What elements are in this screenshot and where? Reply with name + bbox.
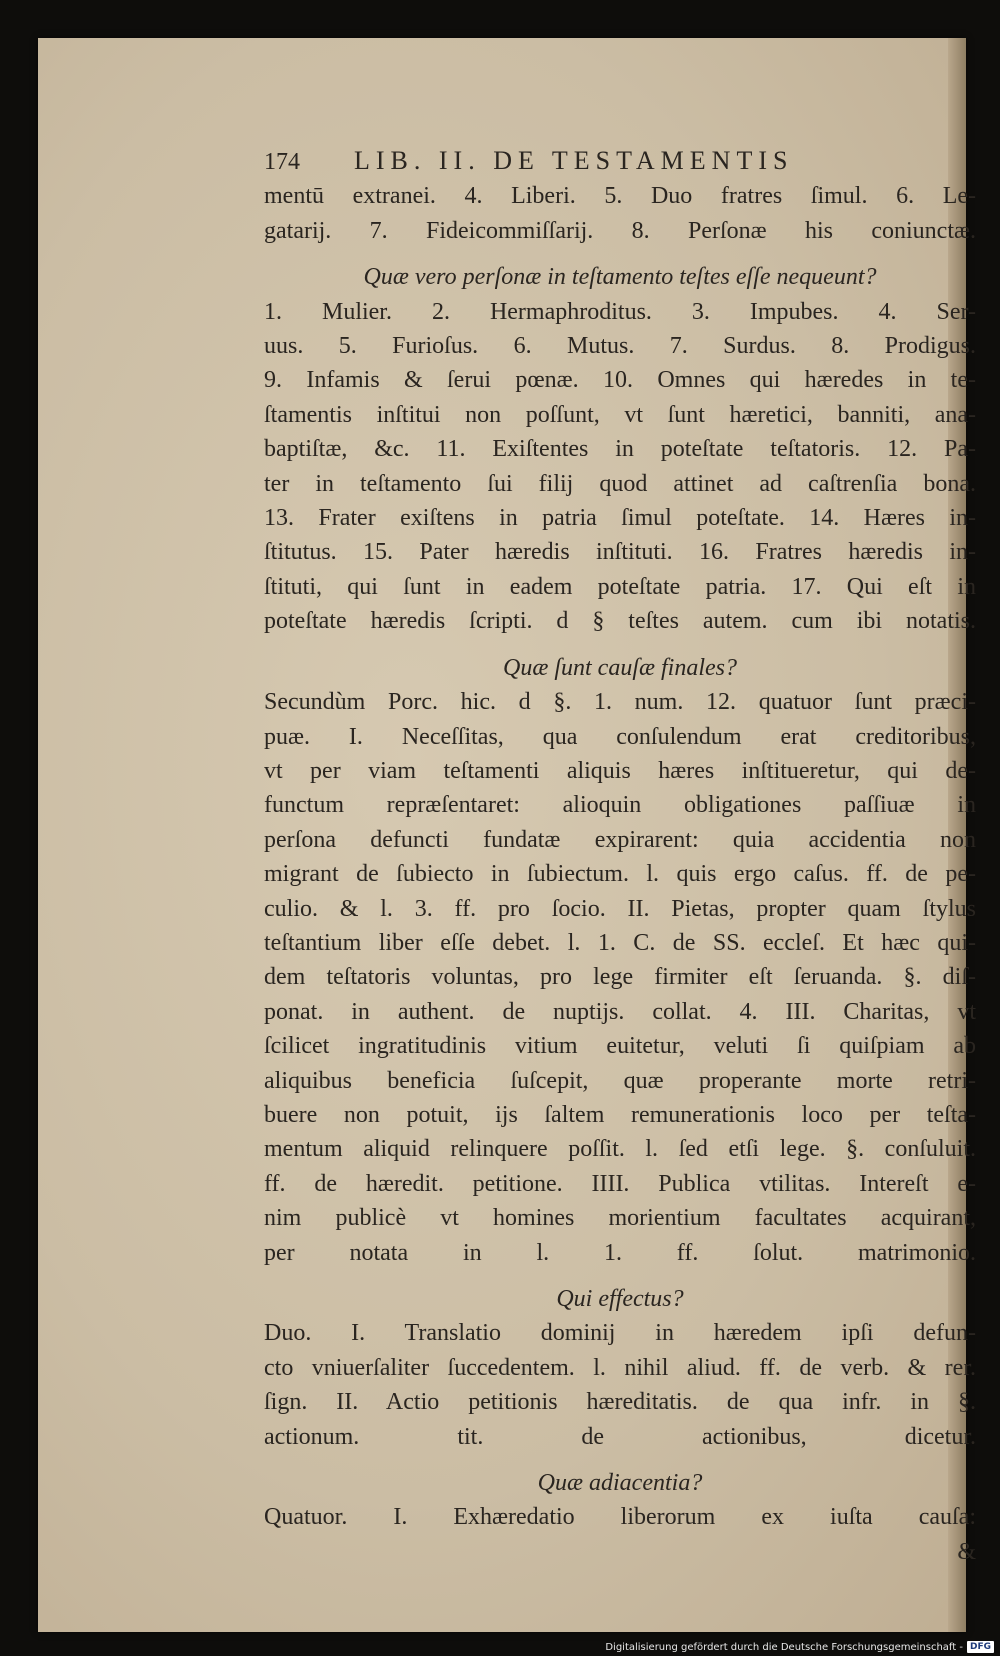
question-gap — [264, 1454, 976, 1466]
question-heading: Quæ adiacentia? — [537, 1470, 703, 1497]
body-lines — [264, 179, 976, 1534]
text-line: aliquibus beneficia ſuſcepit, quæ properante morte retri- — [264, 1067, 976, 1094]
text-line: ſtituti, qui ſunt in eadem poteſtate patria. 17. Qui eſt in — [264, 573, 976, 600]
dfg-logo: DFG — [967, 1641, 994, 1653]
credit-text: Digitalisierung gefördert durch die Deutsche Forschungsgemeinschaft - — [605, 1641, 963, 1653]
text-line: ſtamentis inſtitui non poſſunt, vt ſunt hæretici, banniti, ana- — [264, 401, 976, 428]
text-line: ff. de hæredit. petitione. IIII. Publica vtilitas. Intereſt e- — [264, 1170, 976, 1197]
text-line: gatarij. 7. Fideicommiſſarij. 8. Perſonæ his coniunctæ. — [264, 217, 976, 244]
text-line: mentū extranei. 4. Liberi. 5. Duo fratres ſimul. 6. Le- — [264, 183, 976, 210]
text-line: puæ. I. Neceſſitas, qua conſulendum erat creditoribus, — [264, 723, 976, 750]
question-heading: Quæ ſunt cauſæ finales? — [503, 654, 737, 681]
text-line: dem teſtatoris voluntas, pro lege firmiter eſt ſeruanda. §. diſ- — [264, 964, 976, 991]
text-line: ter in teſtamento ſui filij quod attinet ad caſtrenſia bona. — [264, 470, 976, 497]
question-gap — [264, 1270, 976, 1282]
question-gap — [264, 639, 976, 651]
text-line: nim publicè vt homines morientium facultates acquirant, — [264, 1205, 976, 1232]
catchword: & — [957, 1538, 976, 1565]
text-line: ſign. II. Actio petitionis hæreditatis. de qua infr. in §. — [264, 1389, 976, 1416]
text-line: migrant de ſubiecto in ſubiectum. l. quis ergo caſus. ff. de pe- — [264, 861, 976, 888]
text-line: teſtantium liber eſſe debet. l. 1. C. de SS. eccleſ. Et hæc qui- — [264, 929, 976, 956]
text-line: mentum aliquid relinquere poſſit. l. ſed etſi lege. §. conſuluit. — [264, 1136, 976, 1163]
question-gap — [264, 248, 976, 260]
text-line: 9. Infamis & ſerui pœnæ. 10. Omnes qui hæredes in te- — [264, 367, 976, 394]
running-head: LIB. II. DE TESTAMENTIS — [354, 146, 794, 175]
text-line: functum repræſentaret: alioquin obligationes paſſiuæ in — [264, 792, 976, 819]
text-line: baptiſtæ, &c. 11. Exiſtentes in poteſtate teſtatoris. 12. Pa- — [264, 436, 976, 463]
text-line: culio. & l. 3. ff. pro ſocio. II. Pietas, propter quam ſtylus — [264, 895, 976, 922]
page-text — [264, 144, 976, 1569]
text-line: Secundùm Porc. hic. d §. 1. num. 12. quatuor ſunt præci- — [264, 689, 976, 716]
text-line: uus. 5. Furioſus. 6. Mutus. 7. Surdus. 8. Prodigus. — [264, 333, 976, 360]
page-number: 174 — [264, 149, 300, 175]
text-line: vt per viam teſtamenti aliquis hæres inſtitueretur, qui de- — [264, 757, 976, 784]
question-heading: Quæ vero perſonæ in teſtamento teſtes eſſe nequeunt? — [363, 264, 877, 291]
text-line: ponat. in authent. de nuptijs. collat. 4. III. Charitas, vt — [264, 998, 976, 1025]
book-page — [38, 38, 976, 1632]
text-line: Duo. I. Translatio dominij in hæredem ipſi defun- — [264, 1320, 976, 1347]
running-header — [264, 144, 976, 179]
text-line: perſona defuncti fundatæ expirarent: quia accidentia non — [264, 826, 976, 853]
text-line: per notata in l. 1. ff. ſolut. matrimonio. — [264, 1239, 976, 1266]
text-line: 13. Frater exiſtens in patria ſimul poteſtate. 14. Hæres in- — [264, 505, 976, 532]
text-line: Quatuor. I. Exhæredatio liberorum ex iuſta cauſa: — [264, 1504, 976, 1531]
text-line: ſtitutus. 15. Pater hæredis inſtituti. 16. Fratres hæredis in- — [264, 539, 976, 566]
text-line: ſcilicet ingratitudinis vitium euitetur, veluti ſi quiſpiam ab — [264, 1033, 976, 1060]
text-line: actionum. tit. de actionibus, dicetur. — [264, 1423, 976, 1450]
text-line: 1. Mulier. 2. Hermaphroditus. 3. Impubes. 4. Ser- — [264, 298, 976, 325]
text-line: buere non potuit, ijs ſaltem remunerationis loco per teſta- — [264, 1101, 976, 1128]
text-line: poteſtate hæredis ſcripti. d § teſtes autem. cum ibi notatis. — [264, 608, 976, 635]
digitization-credit — [605, 1640, 994, 1654]
question-heading: Qui effectus? — [556, 1286, 684, 1312]
text-line: cto vniuerſaliter ſuccedentem. l. nihil aliud. ff. de verb. & rer. — [264, 1354, 976, 1381]
